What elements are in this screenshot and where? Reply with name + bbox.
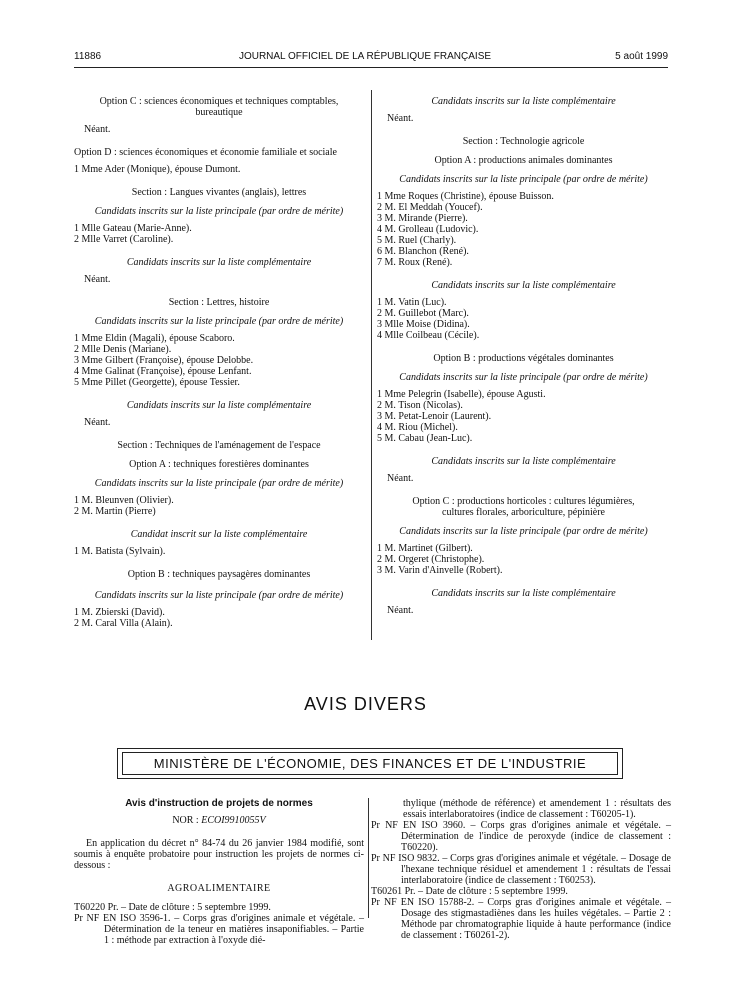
list-item: 6 M. Blanchon (René). (377, 246, 469, 257)
option-heading: Option A : productions animales dominantes (434, 155, 613, 166)
list-item: 1 M. Zbierski (David). (74, 607, 165, 618)
notice-left-column (74, 798, 364, 946)
journal-title: JOURNAL OFFICIEL DE LA RÉPUBLIQUE FRANÇAISE (238, 51, 492, 62)
list-item: 3 M. Varin d'Ainvelle (Robert). (377, 565, 503, 576)
section-heading: Section : Langues vivantes (anglais), lettres (131, 187, 307, 198)
right-column (377, 96, 670, 616)
neant-text: Néant. (387, 113, 414, 124)
list-item: 4 M. Grolleau (Ludovic). (377, 224, 479, 235)
list-item: 2 Mlle Denis (Mariane). (74, 344, 172, 355)
list-heading: Candidats inscrits sur la liste complémentaire (126, 400, 312, 411)
section-heading: Section : Lettres, histoire (168, 297, 270, 308)
closing-date-line: T60220 Pr. – Date de clôture : 5 septembre 1999. (74, 902, 271, 913)
nor-code: ECOI9910055V (201, 815, 266, 826)
list-item: 5 M. Cabau (Jean-Luc). (377, 433, 473, 444)
list-item: 3 M. Petat-Lenoir (Laurent). (377, 411, 492, 422)
option-heading: Option A : techniques forestières dominantes (129, 459, 309, 470)
list-item: 2 M. Guillebot (Marc). (377, 308, 469, 319)
notice-intro: En application du décret n° 84-74 du 26 janvier 1984 modifié, sont soumis à enquête probatoire pour instruction les projets de normes ci-dessous : (74, 838, 364, 871)
list-item: 2 M. Orgeret (Christophe). (377, 554, 485, 565)
list-heading: Candidats inscrits sur la liste complémentaire (431, 280, 616, 291)
notice-title: Avis d'instruction de projets de normes (125, 798, 313, 809)
left-column (74, 96, 364, 629)
list-item: 4 M. Riou (Michel). (377, 422, 458, 433)
section-heading: Section : Techniques de l'aménagement de l'espace (117, 440, 321, 451)
list-item: 5 M. Ruel (Charly). (377, 235, 457, 246)
list-item: 2 M. Tison (Nicolas). (377, 400, 463, 411)
list-item: 1 M. Bleunven (Olivier). (74, 495, 174, 506)
option-heading: Option B : techniques paysagères dominantes (127, 569, 311, 580)
list-item: 3 Mlle Moise (Didina). (377, 319, 470, 330)
neant-text: Néant. (387, 473, 414, 484)
norm-entry: Pr NF EN ISO 3960. – Corps gras d'origines animale et végétale. – Détermination de l'indice de peroxyde (indice de classement : T60220). (371, 820, 671, 853)
list-heading: Candidats inscrits sur la liste principale (par ordre de mérite) (399, 174, 648, 185)
category-heading: AGROALIMENTAIRE (167, 883, 271, 894)
norm-entry-continued: thylique (méthode de référence) et amendement 1 : résultats des essais interlaboratoires (indice de classement : T60205-1). (403, 798, 671, 820)
list-heading: Candidats inscrits sur la liste principale (par ordre de mérite) (399, 526, 648, 537)
list-item: 1 Mlle Gateau (Marie-Anne). (74, 223, 192, 234)
list-heading: Candidats inscrits sur la liste complémentaire (126, 257, 312, 268)
list-item: 1 M. Batista (Sylvain). (74, 546, 166, 557)
header-rule (74, 67, 668, 68)
neant-text: Néant. (387, 605, 414, 616)
page-number: 11886 (74, 51, 102, 62)
list-item: 1 Mme Roques (Christine), épouse Buisson. (377, 191, 554, 202)
neant-text: Néant. (84, 274, 111, 285)
notice-right-column (371, 798, 671, 941)
list-item: 2 M. Caral Villa (Alain). (74, 618, 173, 629)
list-item: 1 Mme Pelegrin (Isabelle), épouse Agusti. (377, 389, 546, 400)
list-item: 3 M. Mirande (Pierre). (377, 213, 468, 224)
list-heading: Candidats inscrits sur la liste principale (par ordre de mérite) (94, 478, 344, 489)
option-heading: bureautique (195, 107, 243, 118)
list-heading: Candidats inscrits sur la liste principale (par ordre de mérite) (399, 372, 648, 383)
list-item: 5 Mme Pillet (Georgette), épouse Tessier. (74, 377, 240, 388)
norm-entry: Pr NF EN ISO 15788-2. – Corps gras d'origines animale et végétale. – Dosage des stigmastadiènes dans les huiles végétales. – Partie 2 : Méthode par chromatographie liquide à haute performance (indice de classement : T60261-2). (371, 897, 671, 941)
option-heading: Option D : sciences économiques et économie familiale et sociale (74, 147, 337, 158)
neant-text: Néant. (84, 124, 111, 135)
nor-line (74, 815, 364, 826)
option-heading: Option C : sciences économiques et techniques comptables, (99, 96, 339, 107)
list-heading: Candidat inscrit sur la liste complémentaire (130, 529, 308, 540)
option-heading: cultures florales, arboriculture, pépinière (442, 507, 605, 518)
list-item: 4 Mlle Coilbeau (Cécile). (377, 330, 480, 341)
issue-date: 5 août 1999 (615, 51, 668, 62)
option-heading: Option B : productions végétales dominantes (433, 353, 614, 364)
norm-entry: Pr NF EN ISO 3596-1. – Corps gras d'origines animale et végétale. – Détermination de la teneur en matières insaponifiables. – Partie 1 : méthode par extraction à l'oxyde dié- (74, 913, 364, 946)
list-item: 1 Mme Ader (Monique), épouse Dumont. (74, 164, 241, 175)
column-divider (371, 90, 372, 640)
list-item: 2 Mlle Varret (Caroline). (74, 234, 174, 245)
list-heading: Candidats inscrits sur la liste complémentaire (431, 96, 616, 107)
list-item: 4 Mme Galinat (Françoise), épouse Lenfant. (74, 366, 252, 377)
list-heading: Candidats inscrits sur la liste complémentaire (431, 456, 616, 467)
option-heading: Option C : productions horticoles : cultures légumières, (412, 496, 635, 507)
neant-text: Néant. (84, 417, 111, 428)
list-item: 2 M. Martin (Pierre) (74, 506, 156, 517)
list-item: 3 Mme Gilbert (Françoise), épouse Delobbe. (74, 355, 254, 366)
list-item: 2 M. El Meddah (Youcef). (377, 202, 483, 213)
list-heading: Candidats inscrits sur la liste principale (par ordre de mérite) (94, 590, 344, 601)
column-divider (368, 798, 369, 918)
list-heading: Candidats inscrits sur la liste principale (par ordre de mérite) (94, 316, 344, 327)
norm-entry: Pr NF ISO 9832. – Corps gras d'origines animale et végétale. – Dosage de l'hexane technique résiduel et amendement 1 : résultats de l'essai interlaboratoire (indice de classement : T60253). (371, 853, 671, 886)
list-item: 7 M. Roux (René). (377, 257, 453, 268)
list-heading: Candidats inscrits sur la liste principale (par ordre de mérite) (94, 206, 344, 217)
section-heading: Section : Technologie agricole (462, 136, 585, 147)
list-item: 1 M. Vatin (Luc). (377, 297, 447, 308)
ministry-box (117, 748, 623, 779)
list-item: 1 M. Martinet (Gilbert). (377, 543, 473, 554)
ministry-title: MINISTÈRE DE L'ÉCONOMIE, DES FINANCES ET DE L'INDUSTRIE (122, 752, 618, 775)
nor-label: NOR : (172, 815, 202, 826)
page-header (0, 51, 731, 65)
avis-divers-title: AVIS DIVERS (304, 694, 427, 714)
closing-date-line: T60261 Pr. – Date de clôture : 5 septembre 1999. (371, 886, 568, 897)
list-heading: Candidats inscrits sur la liste complémentaire (431, 588, 616, 599)
list-item: 1 Mme Eldin (Magali), épouse Scaboro. (74, 333, 235, 344)
